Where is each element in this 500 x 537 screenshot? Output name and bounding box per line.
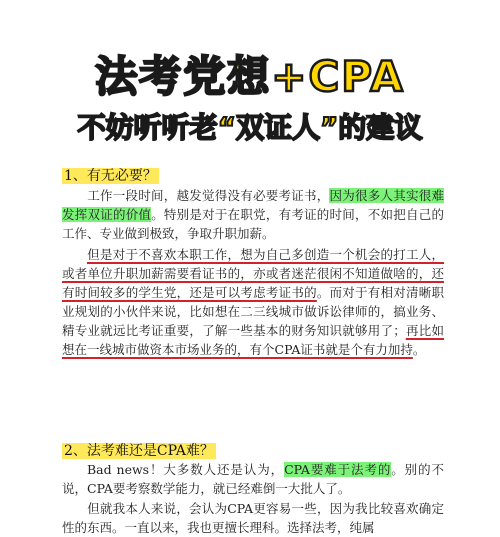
- section-1-heading: [62, 165, 159, 185]
- section-2-heading-text: 2、法考难还是CPA难？: [64, 443, 214, 459]
- s1p1-text-b: 。特别是对于在职党，有考证的时间，不如把自己的工作、专业做到极致，争取升职加薪。: [62, 207, 444, 241]
- s1p2-underlined-b: 再比如想在一线城市做资本市场业务的，有个CPA证书就是个有力加持: [62, 323, 444, 357]
- section-2-heading: [62, 440, 216, 460]
- page-subtitle: 不妨听听老“双证人”的建议: [77, 111, 423, 144]
- section-1-paragraph-1: [62, 186, 444, 243]
- s1p1-highlight: 因为很多人其实很难发挥双证的价值: [62, 188, 444, 222]
- s1p2-text-a: 。而对于有相对清晰职业规划的小伙伴来说，比如想在二三线城市做诉讼律师的，搞业务、精专业就远比考证重要，了解一些基本的财务知识就够用了；: [62, 285, 444, 338]
- s1p1-text-a: 工作一段时间，越发觉得没有必要考证书，: [87, 188, 330, 203]
- s1p2-end: 。: [412, 342, 426, 357]
- s2p2-text: 但就我本人来说，会认为CPA更容易一些，因为我比较喜欢确定性的东西。一直以来，我也更擅长理科。选择法考，纯属: [62, 501, 444, 535]
- s1p2-underlined-a: 但是对于不喜欢本职工作，想为自己多创造一个机会的打工人，或者单位升职加薪需要看证书的，亦或者迷茫很闲不知道做啥的，还有时间较多的学生党，还是可以考虑考证书的: [62, 247, 444, 300]
- section-1-paragraph-2: [62, 245, 444, 359]
- section-2-paragraph-1: [62, 460, 444, 498]
- section-2-paragraph-2: [62, 499, 444, 537]
- page-title: 法考党想+CPA: [95, 52, 405, 101]
- s2p1-text-b: 。别的不说，CPA要考察数学能力，就已经难倒一大批人了。: [62, 462, 444, 496]
- section-1-heading-text: 1、有无必要？: [64, 168, 157, 184]
- s2p1-text-a: Bad news！大多数人还是认为，: [87, 462, 285, 477]
- s2p1-highlight: CPA要难于法考的: [284, 462, 392, 477]
